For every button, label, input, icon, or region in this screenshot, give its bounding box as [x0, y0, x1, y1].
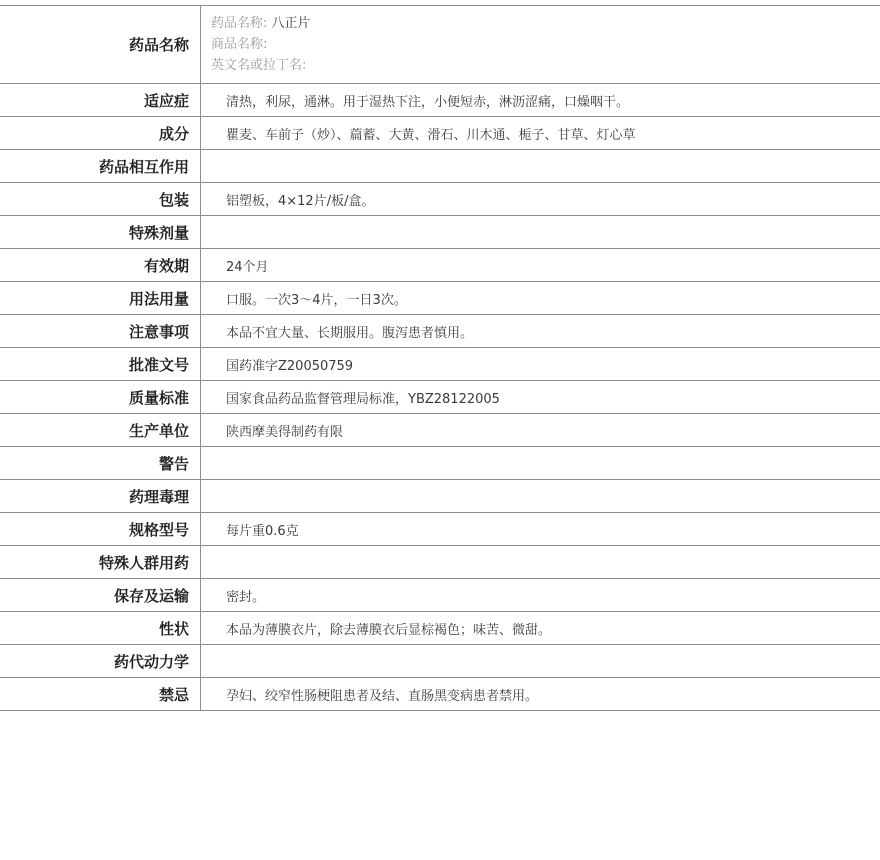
row-label: 质量标准	[0, 381, 201, 414]
table-row	[0, 480, 880, 513]
table-row	[0, 546, 880, 579]
table-row	[0, 513, 880, 546]
trade-name-line	[211, 34, 880, 55]
row-value	[201, 447, 880, 480]
row-label-drug-name: 药品名称	[0, 6, 201, 84]
table-row	[0, 447, 880, 480]
row-label: 药理毒理	[0, 480, 201, 513]
row-label: 成分	[0, 117, 201, 150]
table-row	[0, 348, 880, 381]
row-label: 生产单位	[0, 414, 201, 447]
row-label: 注意事项	[0, 315, 201, 348]
table-row-drug-name	[0, 6, 880, 84]
row-label: 禁忌	[0, 678, 201, 711]
row-label: 药品相互作用	[0, 150, 201, 183]
row-label: 适应症	[0, 84, 201, 117]
table-row	[0, 117, 880, 150]
table-row	[0, 216, 880, 249]
row-label: 保存及运输	[0, 579, 201, 612]
row-value: 本品为薄膜衣片，除去薄膜衣后显棕褐色；味苦、微甜。	[201, 612, 880, 645]
row-value: 本品不宜大量、长期服用。腹泻患者慎用。	[201, 315, 880, 348]
row-label: 有效期	[0, 249, 201, 282]
trade-name-label: 商品名称:	[211, 37, 268, 52]
generic-name-value: 八正片	[271, 16, 311, 31]
table-row	[0, 612, 880, 645]
table-row	[0, 579, 880, 612]
row-value	[201, 216, 880, 249]
row-value: 口服。一次3～4片，一日3次。	[201, 282, 880, 315]
row-value: 国家食品药品监督管理局标准，YBZ28122005	[201, 381, 880, 414]
table-row	[0, 381, 880, 414]
row-value: 瞿麦、车前子（炒）、萹蓄、大黄、滑石、川木通、栀子、甘草、灯心草	[201, 117, 880, 150]
row-value: 铝塑板，4×12片/板/盒。	[201, 183, 880, 216]
row-value: 清热，利尿，通淋。用于湿热下注，小便短赤，淋沥涩痛，口燥咽干。	[201, 84, 880, 117]
row-value: 密封。	[201, 579, 880, 612]
row-label: 特殊剂量	[0, 216, 201, 249]
table-row	[0, 249, 880, 282]
row-label: 用法用量	[0, 282, 201, 315]
row-value: 孕妇、绞窄性肠梗阻患者及结、直肠黑变病患者禁用。	[201, 678, 880, 711]
table-row	[0, 678, 880, 711]
table-row	[0, 645, 880, 678]
row-label: 警告	[0, 447, 201, 480]
generic-name-label: 药品名称:	[211, 16, 268, 31]
row-label: 批准文号	[0, 348, 201, 381]
row-value: 国药准字Z20050759	[201, 348, 880, 381]
generic-name-line	[211, 13, 880, 34]
table-row	[0, 183, 880, 216]
english-name-label: 英文名或拉丁名:	[211, 58, 307, 73]
row-label: 药代动力学	[0, 645, 201, 678]
drug-spec-table	[0, 5, 880, 711]
row-value: 24个月	[201, 249, 880, 282]
row-label: 性状	[0, 612, 201, 645]
row-label: 规格型号	[0, 513, 201, 546]
english-name-line	[211, 55, 880, 76]
drug-spec-sheet	[0, 5, 880, 711]
table-row	[0, 315, 880, 348]
drug-name-details	[201, 6, 880, 84]
table-row	[0, 414, 880, 447]
table-row	[0, 150, 880, 183]
table-row	[0, 84, 880, 117]
row-value	[201, 546, 880, 579]
row-value	[201, 480, 880, 513]
row-label: 特殊人群用药	[0, 546, 201, 579]
row-value: 陕西摩美得制药有限	[201, 414, 880, 447]
row-value	[201, 645, 880, 678]
row-value: 每片重0.6克	[201, 513, 880, 546]
row-value	[201, 150, 880, 183]
row-label: 包装	[0, 183, 201, 216]
table-row	[0, 282, 880, 315]
